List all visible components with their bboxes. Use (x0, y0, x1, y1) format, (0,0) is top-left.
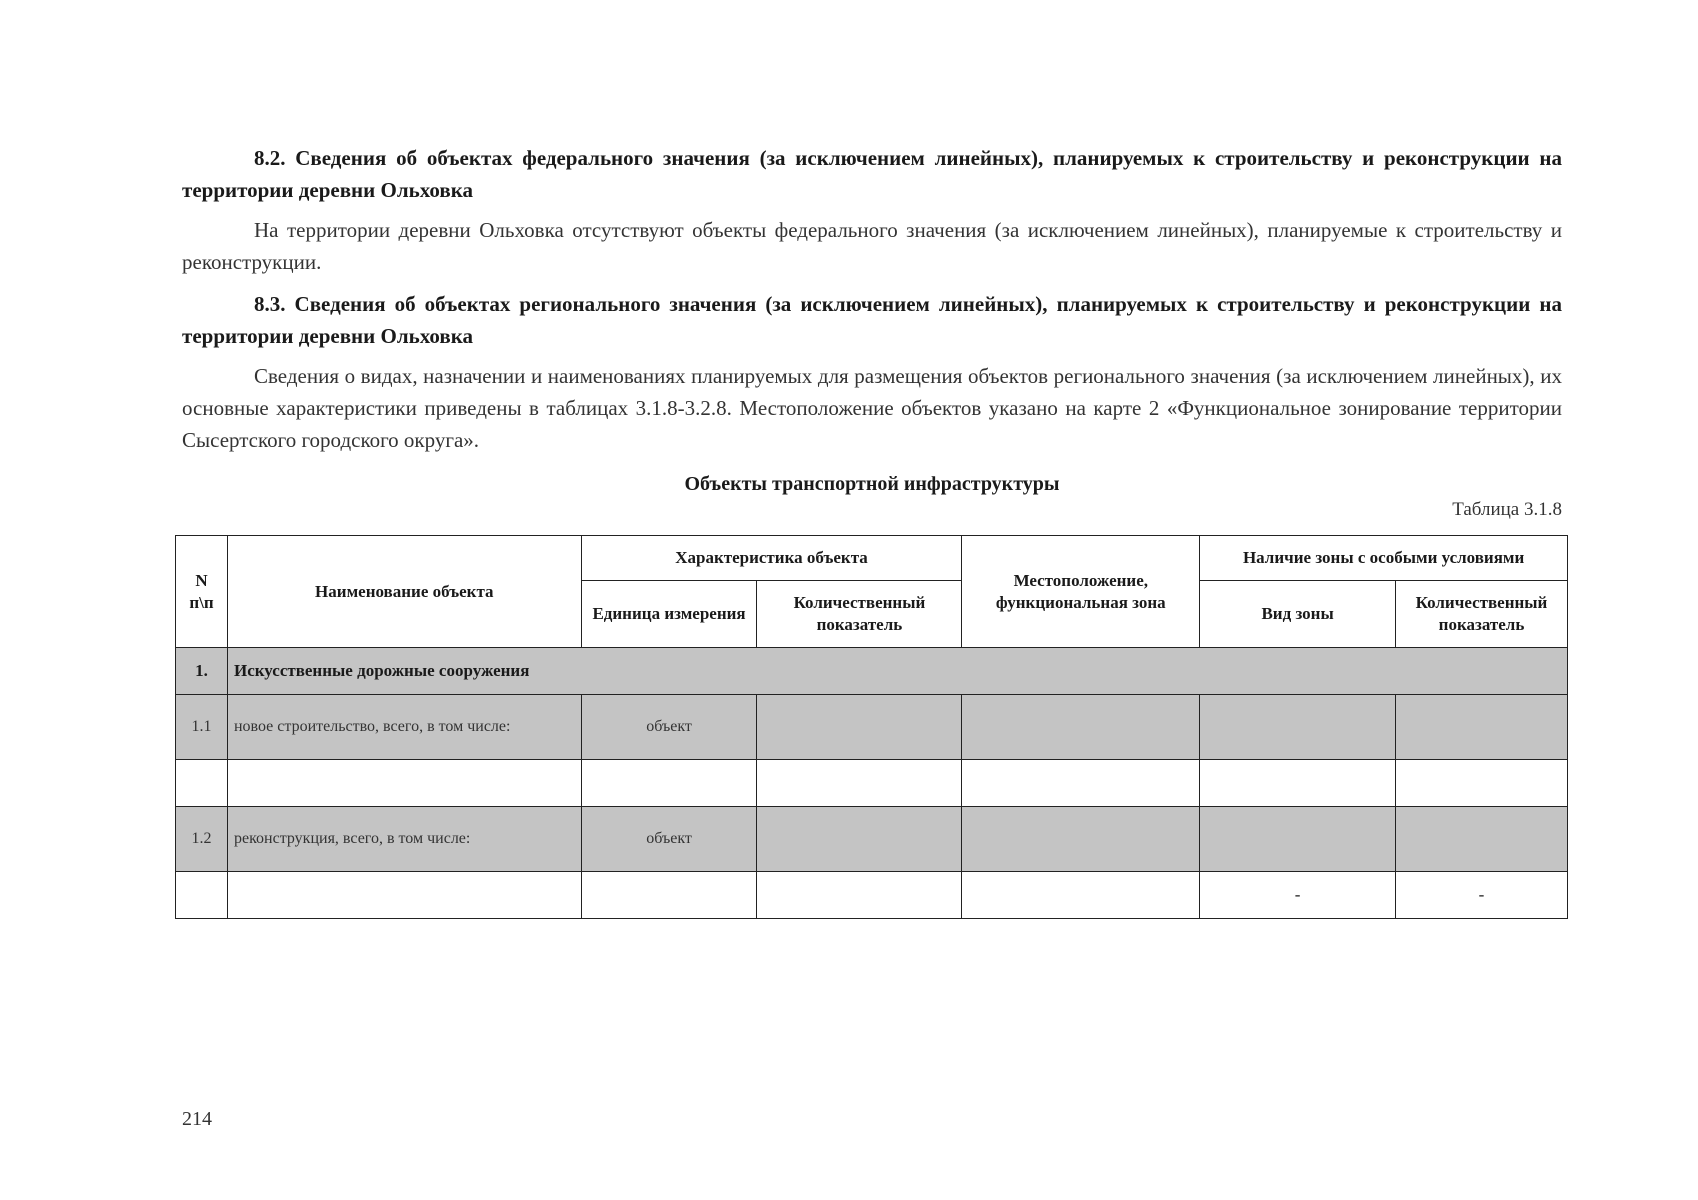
header-zone-quantity: Количественный показатель (1396, 581, 1568, 648)
row-name: новое строительство, всего, в том числе: (227, 695, 581, 760)
section-8-3-heading: 8.3. Сведения об объектах регионального значения (за исключением линейных), планируемых к строительству и реконструкции на территории деревни Ольховка (182, 292, 1562, 348)
table-section-row (176, 648, 1568, 695)
header-location: Местоположение, функциональная зона (962, 536, 1200, 648)
section-8-3-text: Сведения о видах, назначении и наименованиях планируемых для размещения объектов регионального значения (за исключением линейных), их основные характеристики приведены в таблицах 3.1.8-3.2.8. Местоположение объектов указано на карте 2 «Функциональное зонирование территории Сысертского городского округа». (182, 364, 1562, 452)
row-unit: объект (581, 695, 757, 760)
header-quantity: Количественный показатель (757, 581, 962, 648)
page-number: 214 (182, 1108, 212, 1130)
table-header-row (176, 536, 1568, 581)
table-row (176, 695, 1568, 760)
row-location (962, 807, 1200, 872)
section-label: Искусственные дорожные сооружения (227, 648, 1567, 695)
section-8-2-heading: 8.2. Сведения об объектах федерального значения (за исключением линейных), планируемых к строительству и реконструкции на территории деревни Ольховка (182, 146, 1562, 202)
table-row (176, 872, 1568, 919)
header-num: N п\п (176, 536, 228, 648)
row-unit: объект (581, 807, 757, 872)
table-row (176, 807, 1568, 872)
row-zone-quantity (1396, 807, 1568, 872)
row-quantity (757, 807, 962, 872)
header-zone-presence: Наличие зоны с особыми условиями (1200, 536, 1568, 581)
row-zone-type: - (1200, 872, 1396, 919)
table-row (176, 760, 1568, 807)
header-unit: Единица измерения (581, 581, 757, 648)
row-location (962, 695, 1200, 760)
row-num: 1.2 (176, 807, 228, 872)
section-num: 1. (176, 648, 228, 695)
row-zone-quantity: - (1396, 872, 1568, 919)
row-zone-type (1200, 807, 1396, 872)
header-name: Наименование объекта (227, 536, 581, 648)
row-zone-quantity (1396, 695, 1568, 760)
header-characteristic: Характеристика объекта (581, 536, 962, 581)
row-name: реконструкция, всего, в том числе: (227, 807, 581, 872)
row-num: 1.1 (176, 695, 228, 760)
table-title: Объекты транспортной инфраструктуры (684, 473, 1060, 495)
table-label: Таблица 3.1.8 (1452, 499, 1562, 520)
document-body (182, 142, 1562, 522)
row-zone-type (1200, 695, 1396, 760)
row-quantity (757, 695, 962, 760)
transport-infrastructure-table (175, 535, 1568, 919)
section-8-2-text: На территории деревни Ольховка отсутствуют объекты федерального значения (за исключением линейных), планируемые к строительству и реконструкции. (182, 218, 1562, 274)
header-zone-type: Вид зоны (1200, 581, 1396, 648)
